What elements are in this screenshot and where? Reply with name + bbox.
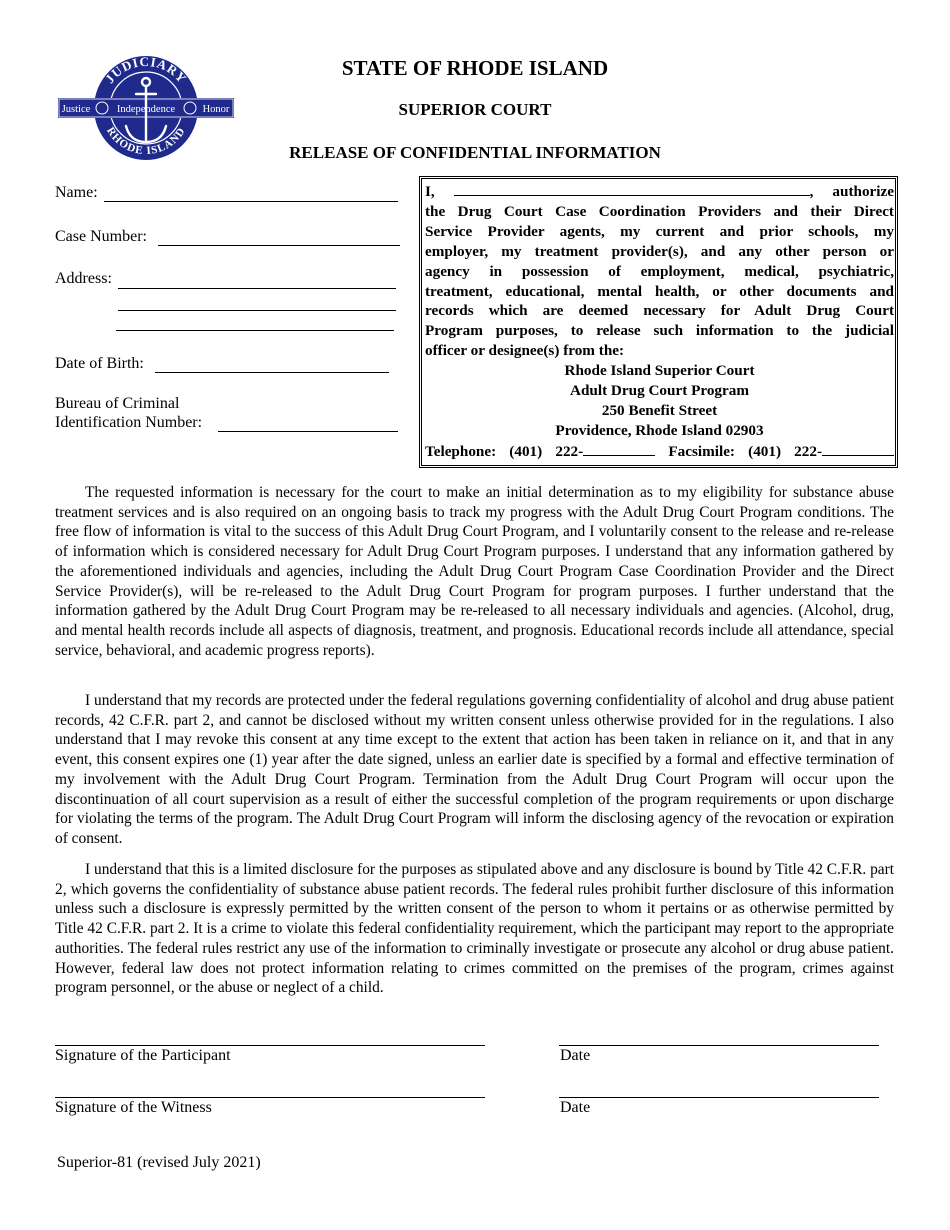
auth-org: Rhode Island Superior Court [564,362,755,380]
auth-contact-line: Telephone: (401) 222- Facsimile: (401) 222- [425,441,894,462]
auth-city: Providence, Rhode Island 02903 [555,421,764,439]
authorizer-name-field[interactable] [454,181,810,196]
bci-label-line-2: Identification Number: [55,414,203,431]
participant-signature-line[interactable] [55,1045,485,1046]
witness-signature-label: Signature of the Witness [55,1099,212,1116]
auth-line-8: Program purposes, to release such information to the judicial [425,322,894,340]
auth-program: Adult Drug Court Program [569,382,749,400]
address-label: Address: [55,270,112,287]
auth-line-6: treatment, educational, mental health, or other documents and [425,282,894,300]
telephone-field[interactable] [583,441,655,456]
form-number-footer: Superior-81 (revised July 2021) [57,1154,261,1171]
address-field-line-3[interactable] [116,330,394,331]
bci-label-line-1: Bureau of Criminal [55,395,180,412]
bci-number-field[interactable] [218,431,398,432]
case-number-label: Case Number: [55,228,147,245]
dob-field[interactable] [155,372,389,373]
seal-top-text: JUDICIARY [101,54,190,87]
seal-band-middle: Independence [116,104,176,115]
participant-signature-label: Signature of the Participant [55,1047,231,1064]
auth-line-2: the Drug Court Case Coordination Providers and their Direct [425,202,894,220]
auth-line-3: Service Provider agents, my current and prior schools, my [425,222,894,240]
paragraph-limited-disclosure: I understand that this is a limited disclosure for the purposes as stipulated above and any disclosure is bound by Title 42 C.F.R. part 2, which governs the confidentiality of substance abuse patient records. The federal rules prohibit further disclosure of this information unless such a disclosure is expressly permitted by the written consent of the person to whom it pertains or as otherwise permitted by Title 42 C.F.R. part 2. It is a crime to violate this federal confidentiality requirement, which the participant may report to the appropriate authorities. The federal rules restrict any use of the information to criminally investigate or prosecute any alcohol or drug abuse patient. However, federal law does not protect information relating to crimes committed on the premises of the program, crimes against program personnel, or the abuse or neglect of a child. [55,861,894,997]
name-label: Name: [55,184,98,201]
auth-line-9: officer or designee(s) from the: [425,342,625,360]
seal-bottom-text: RHODE ISLAND [104,125,188,158]
name-field[interactable] [104,201,398,202]
auth-line-4: employer, my treatment provider(s), and any other person or [425,242,894,260]
seal-band-right: Honor [202,104,230,115]
auth-street: 250 Benefit Street [601,401,718,419]
auth-line-1: I, , authorize [425,183,894,200]
facsimile-field[interactable] [822,441,894,456]
address-field-line-2[interactable] [118,310,396,311]
paragraph-protection: I understand that my records are protected under the federal regulations governing confidentiality of alcohol and drug abuse patient records, 42 C.F.R. part 2, and cannot be disclosed without my written consent unless otherwise provided for in the regulations. I also understand that I may revoke this consent at any time except to the extent that action has been taken in reliance on it, and that in any event, this consent expires one (1) year after the date signed, unless an earlier date is specified by a formal and effective termination of my involvement with the Adult Drug Court Program. Termination from the Adult Drug Court Program will occur upon the discontinuation of all court supervision as a result of either the successful completion of the program requirements or upon discharge for violating the terms of the program. The Adult Drug Court Program will inform the disclosing agency of the revocation or expiration of consent. [55,692,894,847]
paragraph-purpose: The requested information is necessary for the court to make an initial determination as to my eligibility for substance abuse treatment services and is also required on an ongoing basis to track my progress with the Adult Drug Court Program conditions. The free flow of information is vital to the success of this Adult Drug Court Program, and I voluntarily consent to the release and re-release of information which is considered necessary for Adult Drug Court Program purposes. I understand that any information gathered by the aforementioned individuals and agencies, including the Adult Drug Court Program Case Coordination Provider and the Direct Service Provider(s), will be re-released to the Adult Drug Court Program for program purposes. I further understand that the information gathered by the Adult Drug Court Program may be re-released to all necessary individuals and agencies. (Alcohol, drug, and mental health records include all aspects of diagnosis, treatment, and prognosis. Educational records include all attendance, special service, behavioral, and academic progress reports). [55,484,894,659]
witness-date-line[interactable] [559,1097,879,1098]
auth-line-5: agency in possession of employment, medical, psychiatric, [425,262,894,280]
state-heading: STATE OF RHODE ISLAND [341,56,609,80]
form-title: RELEASE OF CONFIDENTIAL INFORMATION [289,143,661,162]
seal-band-left: Justice [61,104,91,115]
witness-signature-line[interactable] [55,1097,485,1098]
dob-label: Date of Birth: [55,355,144,372]
address-field-line-1[interactable] [118,288,396,289]
case-number-field[interactable] [158,245,400,246]
auth-line-7: records which are deemed necessary for Adult Drug Court [425,302,894,320]
court-heading: SUPERIOR COURT [398,100,552,119]
participant-date-label: Date [560,1047,591,1064]
authorization-box [421,178,896,466]
participant-date-line[interactable] [559,1045,879,1046]
witness-date-label: Date [560,1099,591,1116]
